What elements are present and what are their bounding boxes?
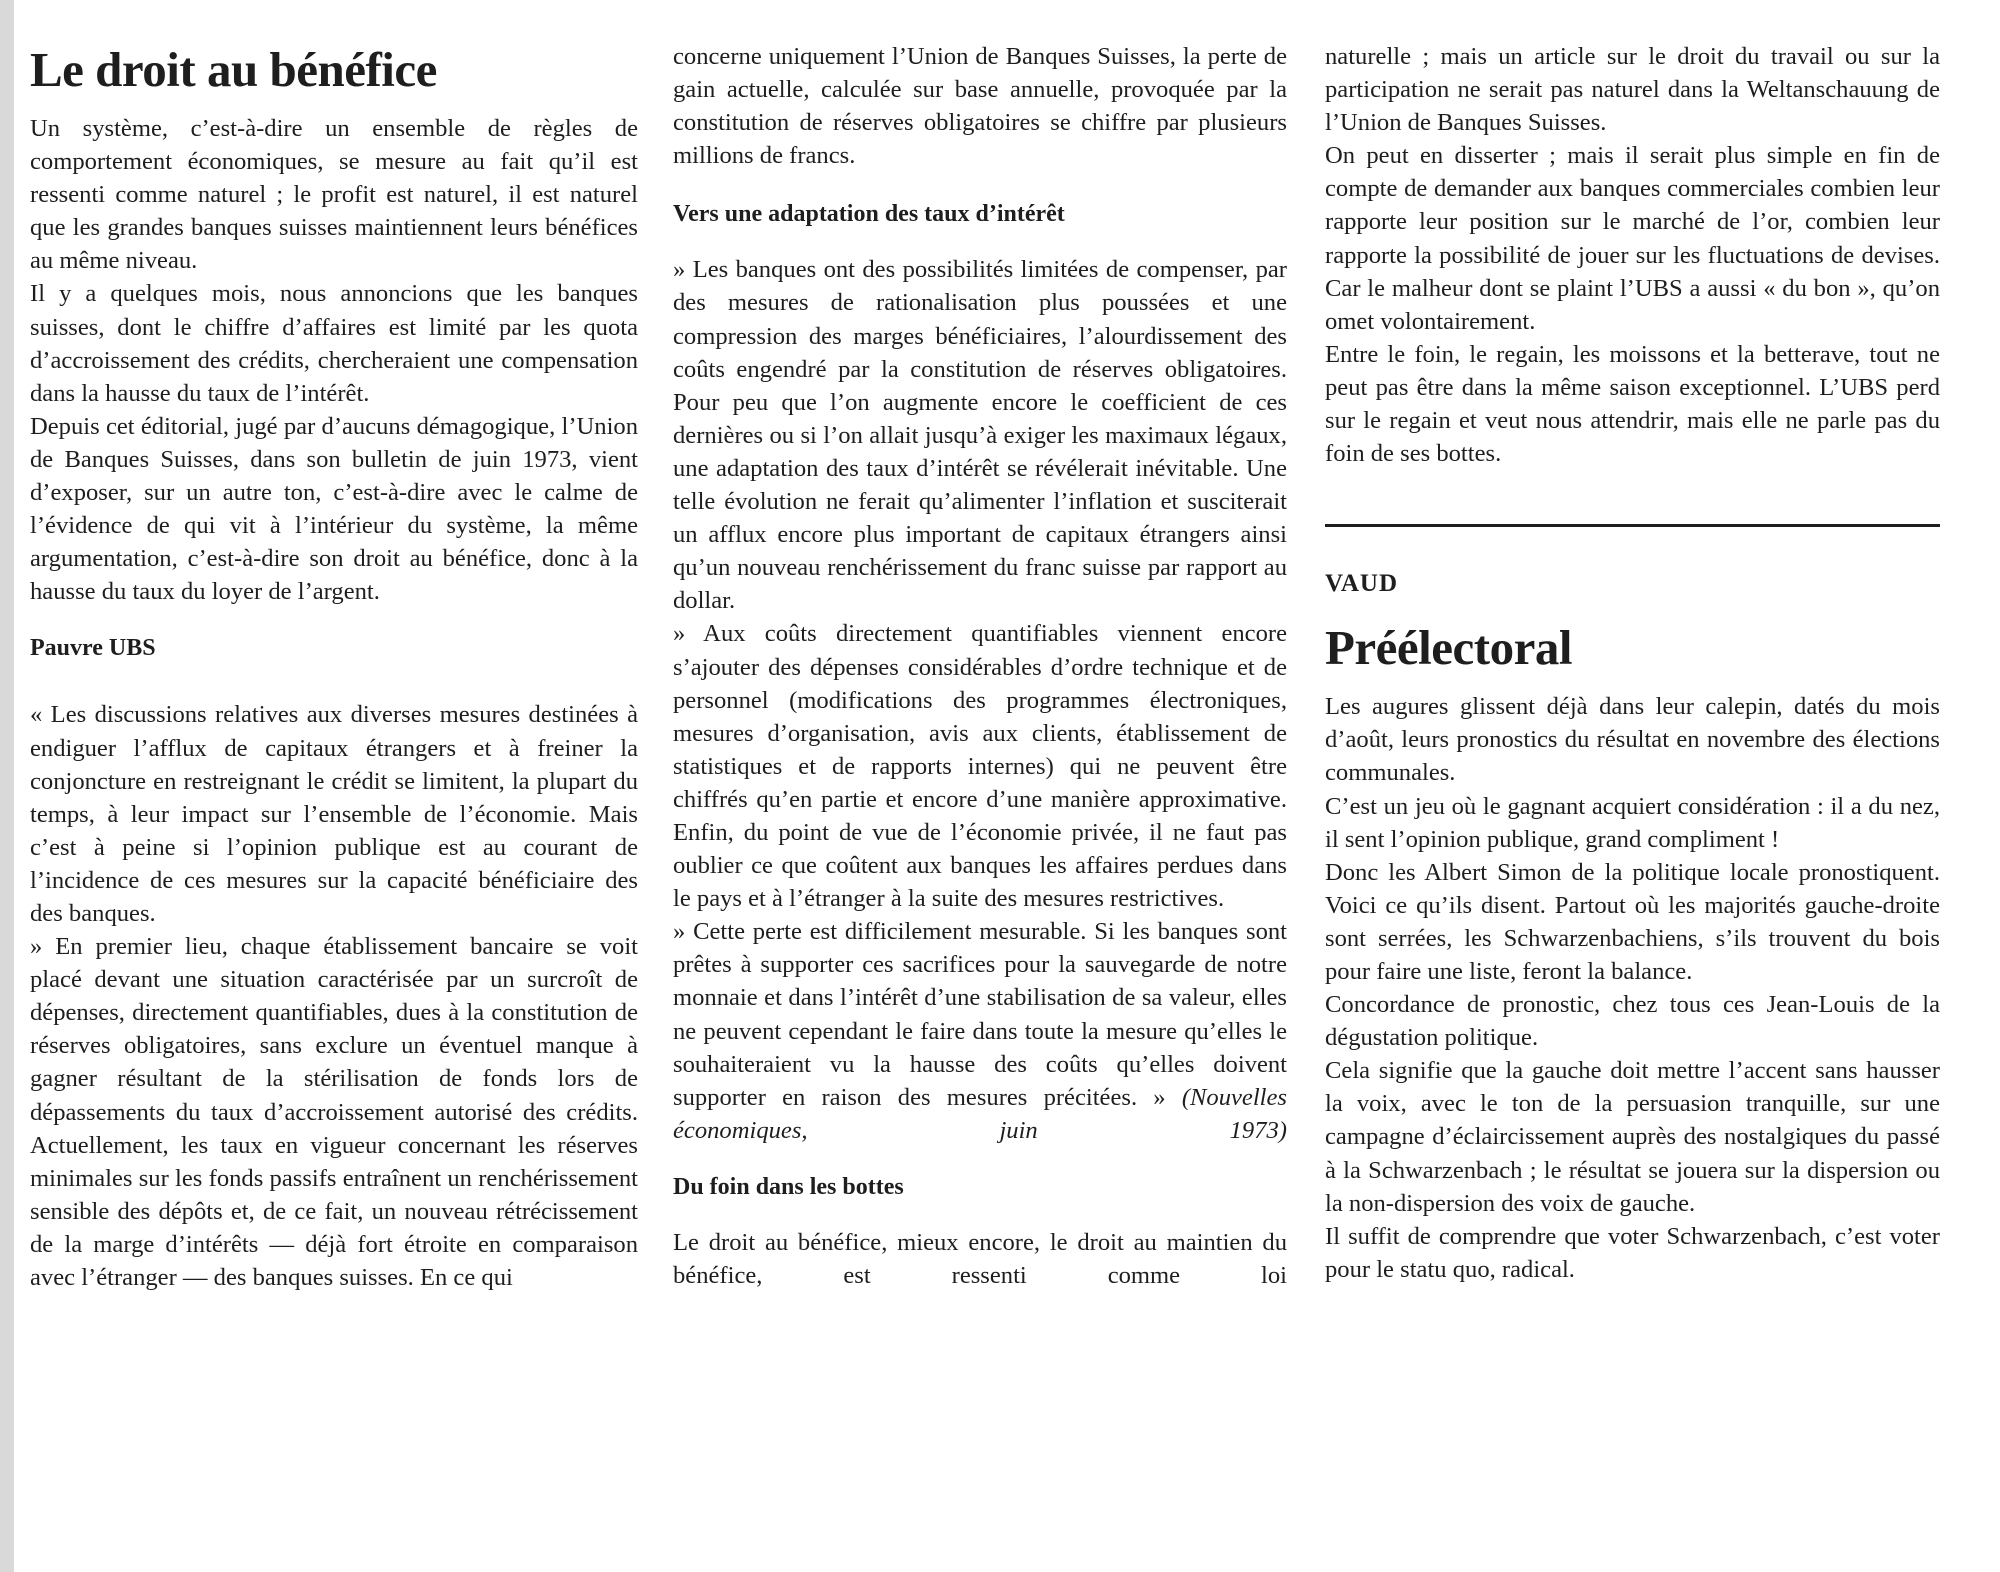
article-title: Le droit au bénéfice — [30, 42, 437, 97]
quote-paragraph — [673, 915, 1287, 1147]
scan-edge-shadow — [0, 0, 14, 1572]
subheading-foin-bottes: Du foin dans les bottes — [673, 1173, 904, 1200]
quote-paragraph: « Les discussions relatives aux diverses mesures destinées à endiguer l’afflux de capitaux étrangers et à freiner la conjoncture en restreignant le crédit se limitent, la plupart du temps, à leur impact sur l’ensemble de l’économie. Mais c’est à peine si l’opinion publique est au courant de l’incidence de ces mesures sur la capacité bénéficiaire des des banques. — [30, 701, 638, 927]
quote-text: » Cette perte est difficilement mesurable. Si les banques sont prêtes à supporter ces sacrifices pour la sauvegarde de notre monnaie et dans l’intérêt d’une stabilisation de sa valeur, elles ne peuvent cependant le faire dans toute la mesure qu’elles le souhaiteraient vu la hausse des coûts qu’elles doivent supporter en raison des mesures précitées. » — [673, 918, 1287, 1111]
article-title-preelectoral: Préélectoral — [1325, 620, 1572, 676]
quote-paragraph: » Aux coûts directement quantifiables viennent encore s’ajouter des dépenses considérables d’ordre technique et de personnel (modifications des programmes électroniques, mesures d’organisation, avis aux clients, établissement de statistiques et de rapports internes) qui ne peuvent être chiffrés qu’en partie et encore d’une manière approximative. Enfin, du point de vue de l’économie privée, il ne faut pas oublier ce que coûtent aux banques les affaires perdues dans le pays et à l’étranger à la suite des mesures restrictives. — [673, 620, 1287, 913]
paragraph: Cela signifie que la gauche doit mettre l’accent sans hausser la voix, avec le ton de la persuasion tranquille, sur une campagne d’éclaircissement auprès des nostalgiques du passé à la Schwarzenbach ; le résultat se jouera sur la dispersion ou la non-dispersion des voix de gauche. — [1325, 1057, 1940, 1217]
paragraph: Le droit au bénéfice, mieux encore, le droit au maintien du bénéfice, est ressenti comme loi — [673, 1228, 1287, 1289]
paragraph: C’est un jeu où le gagnant acquiert considération : il a du nez, il sent l’opinion publique, grand compliment ! — [1325, 792, 1940, 853]
paragraph-continued: naturelle ; mais un article sur le droit du travail ou sur la participation ne serait pas naturel dans la Weltanschauung de l’Union de Banques Suisses. — [1325, 43, 1940, 137]
paragraph: Un système, c’est-à-dire un ensemble de règles de comportement économiques, se mesure au fait qu’il est ressenti comme naturel ; le profit est naturel, il est naturel que les grandes banques suisses maintiennent leurs bénéfices au même niveau. — [30, 115, 638, 275]
paragraph-continued: concerne uniquement l’Union de Banques Suisses, la perte de gain actuelle, calculée sur base annuelle, provoquée par la constitution de réserves obligatoires se chiffre par plusieurs millions de francs. — [673, 43, 1287, 170]
section-divider — [1325, 524, 1940, 527]
quote-paragraph: » En premier lieu, chaque établissement bancaire se voit placé devant une situation caractérisée par un surcroît de dépenses, directement quantifiables, dues à la constitution de réserves obligatoires, sans exclure un éventuel manque à gagner résultant de la stérilisation de fonds lors de dépassements du taux d’accroissement autorisé des crédits. Actuellement, les taux en vigueur concernant les réserves minimales sur les fonds passifs entraînent un renchérissement sensible des dépôts et, de ce fait, un nouveau rétrécissement de la marge d’intérêts — déjà fort étroite en comparaison avec l’étranger — des banques suisses. En ce qui — [30, 933, 638, 1291]
paragraph: Entre le foin, le regain, les moissons et la betterave, tout ne peut pas être dans la même saison exceptionnel. L’UBS perd sur le regain et veut nous attendrir, mais elle ne parle pas du foin de ses bottes. — [1325, 340, 1940, 468]
quote-paragraph: » Les banques ont des possibilités limitées de compenser, par des mesures de rationalisation plus poussées et une compression des marges bénéficiaires, l’alourdissement des coûts engendré par la constitution de réserves obligatoires. Pour peu que l’on augmente encore le coefficient de ces dernières ou si l’on allait jusqu’à exiger les maximaux légaux, une adaptation des taux d’intérêt se révélerait inévitable. Une telle évolution ne ferait qu’alimenter l’inflation et susciterait un afflux encore plus important de capitaux étrangers ainsi qu’un nouveau renchérissement du franc suisse par rapport au dollar. — [673, 256, 1287, 615]
paragraph: On peut en disserter ; mais il serait plus simple en fin de compte de demander aux banques commerciales combien leur rapporte leur position sur le marché de l’or, combien leur rapporte la possibilité de jouer sur les fluctuations de devises. Car le malheur dont se plaint l’UBS a aussi « du bon », qu’on omet volontairement. — [1325, 142, 1940, 335]
column-3 — [1325, 40, 1940, 1286]
column-2 — [673, 40, 1287, 1292]
column-1 — [30, 40, 638, 1294]
rubric-label: VAUD — [1325, 570, 1398, 598]
paragraph: Les augures glissent déjà dans leur calepin, datés du mois d’août, leurs pronostics du résultat en novembre des élections communales. — [1325, 693, 1940, 787]
paragraph: Il suffit de comprendre que voter Schwarzenbach, c’est voter pour le statu quo, radical. — [1325, 1222, 1940, 1283]
paragraph: Concordance de pronostic, chez tous ces Jean-Louis de la dégustation politique. — [1325, 991, 1940, 1052]
paragraph: Il y a quelques mois, nous annoncions que les banques suisses, dont le chiffre d’affaires est limité par les quota d’accroissement des crédits, chercheraient une compensation dans la hausse du taux de l’intérêt. — [30, 280, 638, 407]
subheading-taux-interet: Vers une adaptation des taux d’intérêt — [673, 201, 1065, 228]
subheading-pauvre-ubs: Pauvre UBS — [30, 635, 156, 662]
quote-source: (Nouvelles économiques, juin 1973) — [673, 1083, 1287, 1144]
paragraph: Depuis cet éditorial, jugé par d’aucuns démagogique, l’Union de Banques Suisses, dans son bulletin de juin 1973, vient d’exposer, sur un autre ton, c’est-à-dire avec le calme de l’évidence de qui vit à l’intérieur du système, la même argumentation, c’est-à-dire son droit au bénéfice, donc à la hausse du taux du loyer de l’argent. — [30, 412, 638, 606]
paragraph: Donc les Albert Simon de la politique locale pronostiquent. Voici ce qu’ils disent. Partout où les majorités gauche-droite sont serrées, les Schwarzenbachiens, s’ils trouvent du bois pour faire une liste, feront la balance. — [1325, 858, 1940, 985]
